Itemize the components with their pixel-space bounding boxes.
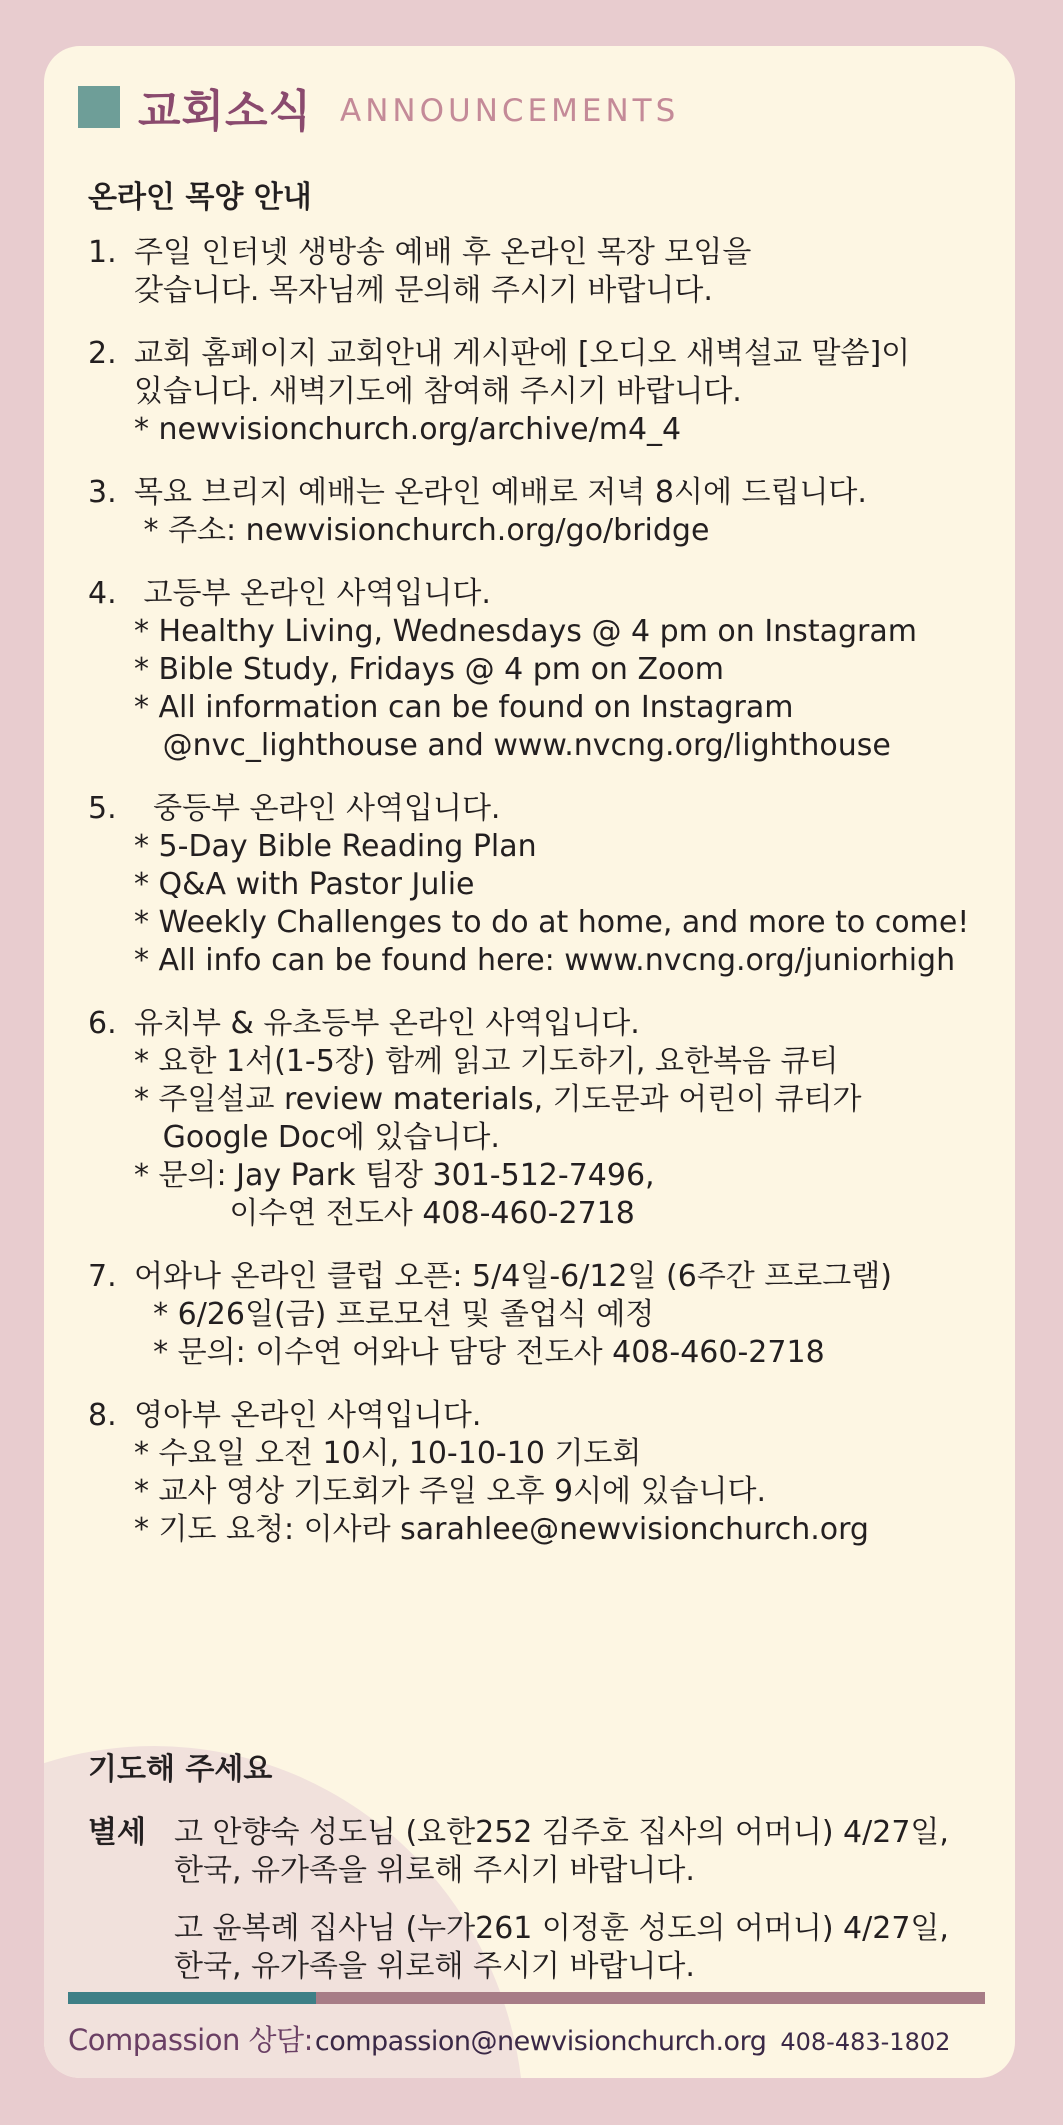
list-item-line: * 요한 1서(1-5장) 함께 읽고 기도하기, 요한복음 큐티: [134, 1044, 839, 1079]
list-item-line: * 주소: newvisionchurch.org/go/bridge: [134, 513, 710, 548]
list-item: [88, 474, 988, 550]
prayer-entries: [174, 1814, 949, 2006]
prayer-label: 별세: [88, 1815, 146, 1850]
list-item-line: * 5-Day Bible Reading Plan: [134, 829, 537, 864]
list-item-line: 이수연 전도사 408-460-2718: [134, 1196, 635, 1231]
list-item: [88, 1005, 988, 1233]
list-item-line: * 6/26일(금) 프로모션 및 졸업식 예정: [134, 1297, 655, 1332]
prayer-entry: [174, 1814, 949, 1890]
list-item-line: * All info can be found here: www.nvcng.org/juniorhigh: [134, 943, 956, 978]
list-item-line: * 주일설교 review materials, 기도문과 어린이 큐티가: [134, 1082, 862, 1117]
header-title-ko: 교회소식: [138, 86, 313, 137]
header-title-en: ANNOUNCEMENTS: [340, 93, 680, 129]
header-square-icon: [78, 86, 120, 128]
list-item: [88, 335, 988, 449]
footer-email-link[interactable]: compassion@newvisionchurch.org: [314, 2026, 767, 2057]
prayer-entry-line: 한국, 유가족을 위로해 주시기 바랍니다.: [174, 1949, 695, 1984]
prayer-entry: [174, 1910, 949, 1986]
list-item-line: Google Doc에 있습니다.: [134, 1120, 500, 1155]
list-item-number: 2.: [88, 336, 117, 371]
list-item-line: 목요 브리지 예배는 온라인 예배로 저녁 8시에 드립니다.: [134, 475, 867, 510]
list-item-line: * 기도 요청: 이사라 sarahlee@newvisionchurch.org: [134, 1512, 869, 1547]
list-item-line: 갖습니다. 목자님께 문의해 주시기 바랍니다.: [134, 273, 713, 308]
list-item: [88, 1397, 988, 1549]
prayer-entry-line: 고 안향숙 성도님 (요한252 김주호 집사의 어머니) 4/27일,: [174, 1815, 949, 1850]
list-item-line: 어와나 온라인 클럽 오픈: 5/4일-6/12일 (6주간 프로그램): [134, 1259, 892, 1294]
list-item: [88, 575, 988, 765]
prayer-entry-line: 고 윤복례 집사님 (누가261 이정훈 성도의 어머니) 4/27일,: [174, 1911, 949, 1946]
list-item-line: @nvc_lighthouse and www.nvcng.org/lighthouse: [134, 728, 891, 763]
list-item-number: 4.: [88, 576, 117, 611]
list-item-number: 3.: [88, 475, 117, 510]
list-item-line: 교회 홈페이지 교회안내 게시판에 [오디오 새벽설교 말씀]이: [134, 336, 911, 371]
list-item-line: * newvisionchurch.org/archive/m4_4: [134, 412, 682, 447]
list-item-line: * All information can be found on Instagram: [134, 690, 794, 725]
prayer-entry-line: 한국, 유가족을 위로해 주시기 바랍니다.: [174, 1853, 695, 1888]
list-item-line: * 수요일 오전 10시, 10-10-10 기도회: [134, 1436, 642, 1471]
footer-bar-teal: [68, 1992, 316, 2004]
footer-phone: 408-483-1802: [780, 2028, 951, 2056]
header: [78, 72, 679, 142]
list-item-line: 중등부 온라인 사역입니다.: [134, 791, 501, 826]
list-item-number: 8.: [88, 1398, 117, 1433]
list-item-line: * 교사 영상 기도회가 주일 오후 9시에 있습니다.: [134, 1474, 767, 1509]
list-item: [88, 1258, 988, 1372]
list-item-line: * Healthy Living, Wednesdays @ 4 pm on Instagram: [134, 614, 917, 649]
list-item-line: 주일 인터넷 생방송 예배 후 온라인 목장 모임을: [134, 235, 752, 270]
footer-label: Compassion 상담:: [68, 2023, 313, 2057]
list-item-number: 5.: [88, 791, 117, 826]
list-item: [88, 234, 988, 310]
list-item-line: * 문의: Jay Park 팀장 301-512-7496,: [134, 1158, 655, 1193]
section-title: 온라인 목양 안내: [88, 180, 312, 215]
list-item-line: 고등부 온라인 사역입니다.: [134, 576, 491, 611]
prayer-section: [88, 1744, 998, 2006]
list-item-line: * Bible Study, Fridays @ 4 pm on Zoom: [134, 652, 724, 687]
list-item-line: * Weekly Challenges to do at home, and more to come!: [134, 905, 970, 940]
list-item-number: 7.: [88, 1259, 117, 1294]
list-item-number: 6.: [88, 1006, 117, 1041]
list-item-number: 1.: [88, 235, 117, 270]
footer-bar-mauve: [316, 1992, 985, 2004]
prayer-title: 기도해 주세요: [88, 1752, 273, 1787]
list-item: [88, 790, 988, 980]
list-item-line: 영아부 온라인 사역입니다.: [134, 1398, 482, 1433]
announcement-list: [88, 234, 988, 1574]
list-item-line: 유치부 & 유초등부 온라인 사역입니다.: [134, 1006, 640, 1041]
footer: [68, 2018, 950, 2059]
list-item-line: * Q&A with Pastor Julie: [134, 867, 475, 902]
list-item-line: 있습니다. 새벽기도에 참여해 주시기 바랍니다.: [134, 374, 742, 409]
announcement-card: [44, 46, 1015, 2078]
list-item-line: * 문의: 이수연 어와나 담당 전도사 408-460-2718: [134, 1335, 825, 1370]
